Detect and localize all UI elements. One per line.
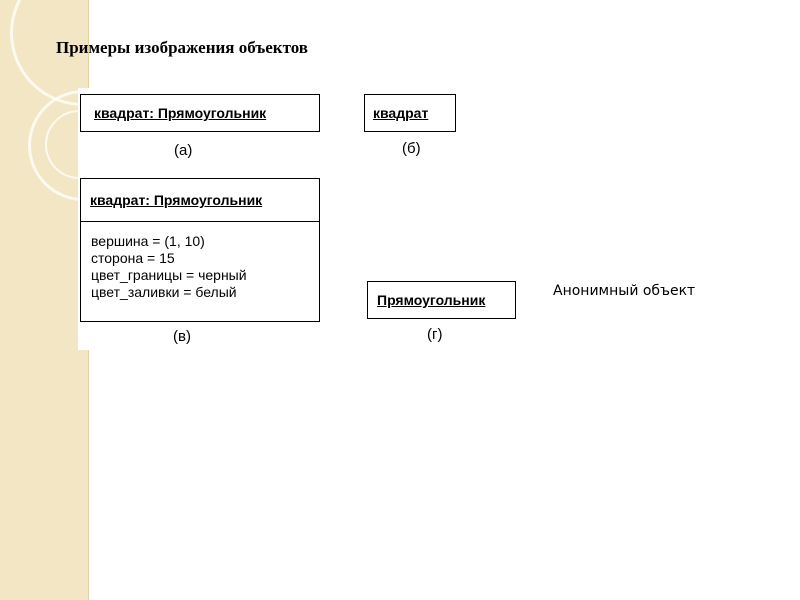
decorative-side-strip [0, 0, 89, 600]
slide-title: Примеры изображения объектов [56, 38, 308, 57]
object-box-v [80, 178, 320, 322]
attribute-line: цвет_заливки = белый [91, 284, 237, 300]
object-name-b: квадрат [373, 105, 429, 121]
object-box-g [367, 281, 516, 319]
caption-b: (б) [402, 140, 421, 157]
object-box-b [364, 94, 456, 132]
attribute-line: вершина = (1, 10) [91, 233, 205, 249]
caption-g: (г) [427, 326, 443, 343]
attribute-compartment [91, 233, 247, 301]
caption-v: (в) [173, 328, 191, 345]
object-name-g: Прямоугольник [377, 292, 486, 308]
anonymous-object-label: Анонимный объект [553, 283, 696, 299]
object-name-a: квадрат: Прямоугольник [94, 105, 267, 121]
attribute-line: сторона = 15 [91, 250, 175, 266]
object-name-v: квадрат: Прямоугольник [90, 192, 263, 208]
object-box-a [80, 94, 320, 132]
object-name-compartment [81, 179, 319, 222]
attribute-line: цвет_границы = черный [91, 267, 247, 283]
caption-a: (а) [174, 142, 193, 159]
